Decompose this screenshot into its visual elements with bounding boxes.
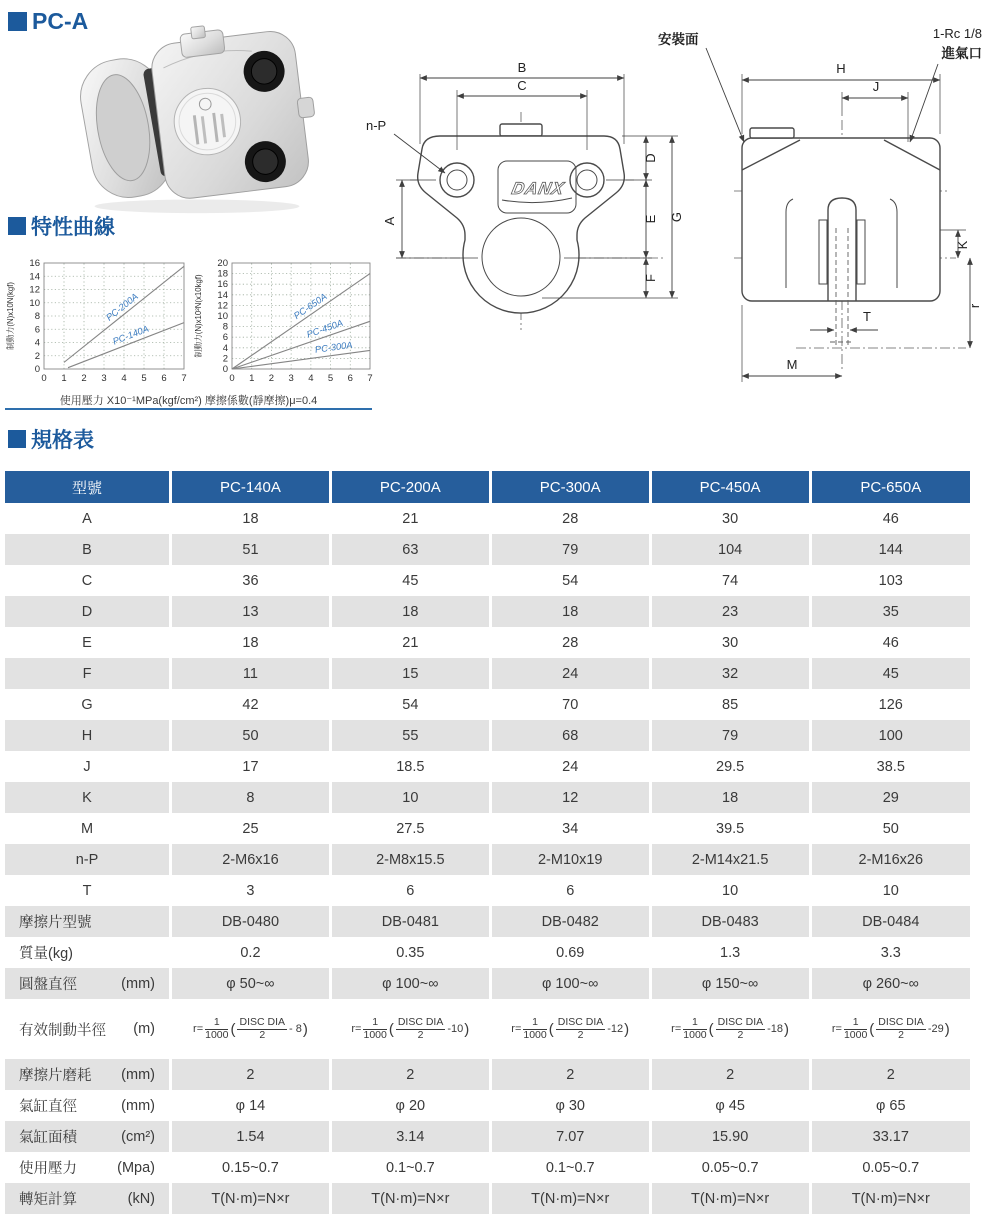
value-cell: 51 bbox=[171, 534, 331, 565]
y-tick: 12 bbox=[29, 284, 40, 296]
value-cell: φ 14 bbox=[171, 1090, 331, 1121]
table-row bbox=[5, 1059, 970, 1090]
y-tick: 0 bbox=[222, 364, 228, 375]
y-tick: 18 bbox=[217, 268, 228, 280]
formula-cell: r= $\frac{1}{1000}$ ( $\frac{\text{DISC DIA}}{2}$ - 8 ) bbox=[171, 999, 331, 1059]
value-cell: 0.15~0.7 bbox=[171, 1152, 331, 1183]
x-tick: 6 bbox=[347, 373, 353, 384]
value-cell: 2-M6x16 bbox=[171, 844, 331, 875]
table-row bbox=[5, 1090, 970, 1121]
value-cell: 126 bbox=[878, 696, 903, 713]
spec-table bbox=[5, 471, 970, 1214]
section-specs-title bbox=[8, 424, 94, 454]
value-cell: 30 bbox=[650, 627, 810, 658]
front-view-drawing bbox=[352, 28, 690, 340]
value-cell: 8 bbox=[171, 782, 331, 813]
charts-caption: 使用壓力 X10⁻¹MPa(kgf/cm²) 摩擦係數(靜摩擦)μ=0.4 bbox=[59, 395, 318, 407]
dim-label-r: r bbox=[967, 303, 982, 309]
value-cell: 18.5 bbox=[330, 751, 490, 782]
dim-label-B: B bbox=[517, 60, 527, 75]
value-cell: 54 bbox=[330, 689, 490, 720]
value-cell: 3.3 bbox=[880, 944, 901, 961]
value-cell: 0.35 bbox=[330, 937, 490, 968]
dim-label-nP: n-P bbox=[366, 118, 387, 133]
x-tick: 4 bbox=[121, 373, 127, 384]
series-label: PC-140A bbox=[111, 323, 151, 347]
value-cell: 100 bbox=[810, 720, 970, 751]
x-tick: 2 bbox=[268, 373, 275, 384]
value-cell: 25 bbox=[171, 813, 331, 844]
value-cell: DB-0481 bbox=[330, 906, 490, 937]
x-tick: 7 bbox=[367, 373, 373, 384]
value-cell: 3.14 bbox=[330, 1121, 490, 1152]
value-cell: 2 bbox=[650, 1059, 810, 1090]
y-tick: 4 bbox=[222, 342, 228, 354]
value-cell: 2-M16x26 bbox=[810, 844, 970, 875]
y-tick: 16 bbox=[29, 258, 40, 269]
value-cell: 36 bbox=[171, 565, 331, 596]
side-view-drawing bbox=[650, 16, 985, 408]
y-axis-label: 制動力(N)x10²N(x10kgf) bbox=[194, 274, 203, 358]
value-cell: 32 bbox=[650, 658, 810, 689]
clamp-fingers bbox=[179, 24, 225, 58]
series-label: PC-450A bbox=[305, 317, 345, 340]
value-cell: 46 bbox=[882, 510, 899, 527]
table-row bbox=[5, 844, 970, 875]
value-cell: 28 bbox=[490, 627, 650, 658]
y-tick: 20 bbox=[217, 258, 228, 269]
value-cell: 34 bbox=[490, 813, 650, 844]
value-cell: 38.5 bbox=[876, 758, 905, 775]
y-tick: 4 bbox=[34, 337, 40, 349]
y-tick: 6 bbox=[222, 332, 228, 344]
value-cell: φ 30 bbox=[490, 1090, 650, 1121]
y-tick: 2 bbox=[34, 350, 40, 362]
value-cell: DB-0484 bbox=[810, 906, 970, 937]
row-label: n-P bbox=[5, 844, 171, 875]
value-cell: 0.69 bbox=[490, 937, 650, 968]
dim-label-C: C bbox=[517, 78, 527, 93]
value-cell: 1.54 bbox=[171, 1121, 331, 1152]
value-cell: 2 bbox=[330, 1059, 490, 1090]
dim-label-M: M bbox=[786, 357, 798, 372]
value-cell: 0.1~0.7 bbox=[490, 1152, 650, 1183]
row-label: 摩擦片型號 bbox=[5, 906, 171, 937]
series-line bbox=[232, 350, 370, 369]
value-cell: 10 bbox=[330, 782, 490, 813]
value-cell: 12 bbox=[490, 782, 650, 813]
value-cell: 2-M10x19 bbox=[490, 844, 650, 875]
caliper-plate bbox=[149, 27, 323, 201]
value-cell: 10 bbox=[882, 882, 899, 899]
value-cell: 24 bbox=[490, 658, 650, 689]
x-tick: 6 bbox=[161, 373, 167, 384]
value-cell: 45 bbox=[810, 658, 970, 689]
series-label: PC-300A bbox=[314, 339, 354, 355]
value-cell: 18 bbox=[650, 782, 810, 813]
dim-label-T: T bbox=[863, 309, 871, 324]
row-label: D bbox=[5, 596, 171, 627]
y-tick: 2 bbox=[222, 353, 228, 365]
value-cell: 15.90 bbox=[650, 1121, 810, 1152]
brand-logo: DANX bbox=[510, 178, 567, 198]
table-row bbox=[5, 627, 970, 658]
table-row bbox=[5, 782, 970, 813]
value-cell: T(N·m)=N×r bbox=[171, 1183, 331, 1214]
header-model-label: 型號 bbox=[5, 471, 171, 503]
value-cell: 17 bbox=[171, 751, 331, 782]
header-model-PC-650A: PC-650A bbox=[810, 471, 970, 503]
formula-cell: r= $\frac{1}{1000}$ ( $\frac{\text{DISC DIA}}{2}$ -12 ) bbox=[490, 999, 650, 1059]
x-tick: 3 bbox=[288, 373, 294, 384]
value-cell: φ 100~∞ bbox=[490, 968, 650, 999]
table-row bbox=[5, 658, 970, 689]
x-tick: 0 bbox=[41, 373, 47, 384]
value-cell: 10 bbox=[650, 875, 810, 906]
value-cell: 11 bbox=[171, 658, 331, 689]
y-tick: 6 bbox=[34, 324, 40, 336]
value-cell: 2 bbox=[810, 1059, 970, 1090]
title-square-icon bbox=[8, 217, 26, 235]
value-cell: 45 bbox=[330, 565, 490, 596]
x-tick: 7 bbox=[181, 373, 187, 384]
y-tick: 14 bbox=[217, 289, 228, 301]
row-label: A bbox=[5, 503, 171, 534]
table-header bbox=[5, 471, 970, 503]
x-tick: 5 bbox=[141, 373, 147, 384]
y-tick: 8 bbox=[34, 311, 40, 322]
value-cell: 6 bbox=[490, 875, 650, 906]
value-cell: φ 260~∞ bbox=[810, 968, 970, 999]
value-cell: T(N·m)=N×r bbox=[490, 1183, 650, 1214]
row-label: 使用壓力 (Mpa) bbox=[5, 1152, 171, 1183]
table-row bbox=[5, 751, 970, 782]
row-label: G bbox=[5, 689, 171, 720]
value-cell: DB-0480 bbox=[171, 906, 331, 937]
value-cell: 29.5 bbox=[650, 751, 810, 782]
y-tick: 10 bbox=[217, 311, 228, 322]
value-cell: 0.1~0.7 bbox=[330, 1152, 490, 1183]
x-tick: 1 bbox=[249, 373, 255, 384]
value-cell: 74 bbox=[650, 565, 810, 596]
specs-title-text: 規格表 bbox=[31, 429, 94, 452]
mount-surface-label: 安裝面 bbox=[658, 32, 699, 47]
dim-label-H: H bbox=[836, 61, 846, 76]
series-line bbox=[232, 274, 370, 369]
value-cell: 21 bbox=[330, 503, 490, 534]
row-label: 摩擦片磨耗 (mm) bbox=[5, 1059, 171, 1090]
value-cell: DB-0483 bbox=[650, 906, 810, 937]
dim-label-G: G bbox=[669, 211, 684, 223]
y-tick: 14 bbox=[29, 271, 40, 283]
value-cell: 35 bbox=[810, 596, 970, 627]
value-cell: 54 bbox=[490, 565, 650, 596]
value-cell: 0.2 bbox=[171, 937, 331, 968]
table-row bbox=[5, 1121, 970, 1152]
value-cell: DB-0482 bbox=[490, 906, 650, 937]
value-cell: φ 100~∞ bbox=[330, 968, 490, 999]
y-axis-label: 制動力(N)x10N(kgf) bbox=[6, 281, 15, 351]
value-cell: 2 bbox=[171, 1059, 331, 1090]
value-cell: 18 bbox=[171, 503, 331, 534]
value-cell: 33.17 bbox=[810, 1121, 970, 1152]
value-cell: 13 bbox=[171, 596, 331, 627]
table-row bbox=[5, 875, 970, 906]
header-model-PC-140A: PC-140A bbox=[171, 471, 331, 503]
table-row bbox=[5, 937, 970, 968]
curves-title-text: 特性曲線 bbox=[31, 216, 115, 239]
value-cell: φ 20 bbox=[330, 1090, 490, 1121]
table-row bbox=[5, 999, 970, 1059]
table-row bbox=[5, 565, 970, 596]
x-tick: 4 bbox=[308, 373, 314, 384]
series-line bbox=[64, 266, 184, 362]
row-label: H bbox=[5, 720, 171, 751]
series-label: PC-200A bbox=[104, 291, 140, 323]
row-label: 氣缸面積 (cm²) bbox=[5, 1121, 171, 1152]
value-cell: 63 bbox=[330, 534, 490, 565]
value-cell: 2-M8x15.5 bbox=[330, 844, 490, 875]
caption-underline bbox=[5, 408, 372, 410]
value-cell: 85 bbox=[650, 689, 810, 720]
row-label: J bbox=[5, 751, 171, 782]
dim-label-F: F bbox=[643, 274, 658, 282]
row-label: 圓盤直徑 (mm) bbox=[5, 968, 171, 999]
value-cell: 79 bbox=[650, 720, 810, 751]
value-cell: φ 50~∞ bbox=[171, 968, 331, 999]
product-photo bbox=[65, 18, 330, 218]
title-square-icon bbox=[8, 430, 26, 448]
header-model-PC-450A: PC-450A bbox=[650, 471, 810, 503]
value-cell: 0.05~0.7 bbox=[650, 1152, 810, 1183]
y-tick: 16 bbox=[217, 279, 228, 291]
table-row bbox=[5, 1183, 970, 1214]
dim-label-K: K bbox=[955, 240, 970, 250]
dim-label-D: D bbox=[643, 153, 658, 163]
y-tick: 12 bbox=[217, 300, 228, 312]
value-cell: 23 bbox=[650, 596, 810, 627]
table-row bbox=[5, 1152, 970, 1183]
row-label: K bbox=[5, 782, 171, 813]
value-cell: 2 bbox=[490, 1059, 650, 1090]
value-cell: 21 bbox=[330, 627, 490, 658]
x-tick: 1 bbox=[61, 373, 67, 384]
port-size-label: 1-Rc 1/8 bbox=[932, 26, 982, 41]
table-row bbox=[5, 503, 970, 534]
value-cell: 50 bbox=[882, 820, 899, 837]
value-cell: 3 bbox=[171, 875, 331, 906]
y-tick: 8 bbox=[222, 321, 228, 333]
value-cell: 103 bbox=[878, 572, 903, 589]
row-label: E bbox=[5, 627, 171, 658]
value-cell: 30 bbox=[650, 503, 810, 534]
row-label: F bbox=[5, 658, 171, 689]
value-cell: 46 bbox=[882, 634, 899, 651]
table-row bbox=[5, 906, 970, 937]
value-cell: 39.5 bbox=[650, 813, 810, 844]
formula-cell: r= $\frac{1}{1000}$ ( $\frac{\text{DISC DIA}}{2}$ -18 ) bbox=[650, 999, 810, 1059]
dim-label-E: E bbox=[643, 214, 658, 224]
value-cell: 29 bbox=[810, 782, 970, 813]
title-square-icon bbox=[8, 12, 27, 31]
header-row bbox=[5, 471, 970, 503]
dim-label-A: A bbox=[382, 216, 397, 226]
value-cell: φ 45 bbox=[650, 1090, 810, 1121]
x-tick: 5 bbox=[327, 373, 334, 384]
value-cell: 2-M14x21.5 bbox=[650, 844, 810, 875]
row-label: T bbox=[5, 875, 171, 906]
row-label: 質量(kg) bbox=[5, 937, 171, 968]
row-label: B bbox=[5, 534, 171, 565]
table-row bbox=[5, 968, 970, 999]
value-cell: 15 bbox=[330, 658, 490, 689]
header-model-PC-300A: PC-300A bbox=[490, 471, 650, 503]
y-tick: 10 bbox=[29, 297, 40, 309]
value-cell: 18 bbox=[490, 596, 650, 627]
x-tick: 3 bbox=[101, 373, 107, 384]
dim-label-J: J bbox=[872, 79, 880, 94]
table-row bbox=[5, 720, 970, 751]
value-cell: 7.07 bbox=[490, 1121, 650, 1152]
value-cell: 42 bbox=[171, 689, 331, 720]
value-cell: 6 bbox=[330, 875, 490, 906]
value-cell: 27.5 bbox=[330, 813, 490, 844]
row-label: 轉矩計算 (kN) bbox=[5, 1183, 171, 1214]
value-cell: 50 bbox=[171, 720, 331, 751]
value-cell: T(N·m)=N×r bbox=[650, 1183, 810, 1214]
series-label: PC-650A bbox=[291, 291, 329, 322]
value-cell: 1.3 bbox=[650, 937, 810, 968]
chart-force-large-models bbox=[192, 256, 376, 390]
value-cell: 79 bbox=[490, 534, 650, 565]
table-row bbox=[5, 534, 970, 565]
table-row bbox=[5, 813, 970, 844]
row-label: M bbox=[5, 813, 171, 844]
header-model-PC-200A: PC-200A bbox=[330, 471, 490, 503]
chart-force-small-models bbox=[4, 256, 190, 390]
value-cell: 104 bbox=[650, 534, 810, 565]
y-tick: 0 bbox=[34, 364, 40, 375]
row-label: 有效制動半徑 (m) bbox=[5, 999, 171, 1059]
value-cell: T(N·m)=N×r bbox=[810, 1183, 970, 1214]
value-cell: T(N·m)=N×r bbox=[330, 1183, 490, 1214]
formula-cell: r= $\frac{1}{1000}$ ( $\frac{\text{DISC DIA}}{2}$ -29 ) bbox=[831, 1015, 950, 1041]
value-cell: 18 bbox=[330, 596, 490, 627]
formula-cell: r= $\frac{1}{1000}$ ( $\frac{\text{DISC DIA}}{2}$ -10 ) bbox=[330, 999, 490, 1059]
value-cell: φ 150~∞ bbox=[650, 968, 810, 999]
value-cell: 28 bbox=[490, 503, 650, 534]
value-cell: 18 bbox=[171, 627, 331, 658]
value-cell: 0.05~0.7 bbox=[862, 1159, 920, 1176]
value-cell: 55 bbox=[330, 720, 490, 751]
row-label: C bbox=[5, 565, 171, 596]
x-tick: 2 bbox=[81, 373, 87, 384]
table-row bbox=[5, 596, 970, 627]
x-tick: 0 bbox=[229, 373, 235, 384]
air-inlet-label: 進氣口 bbox=[941, 46, 982, 61]
value-cell: 24 bbox=[490, 751, 650, 782]
value-cell: 70 bbox=[490, 689, 650, 720]
row-label: 氣缸直徑 (mm) bbox=[5, 1090, 171, 1121]
value-cell: 144 bbox=[810, 534, 970, 565]
page-title-text: PC-A bbox=[32, 8, 89, 34]
value-cell: φ 65 bbox=[876, 1097, 906, 1114]
table-row bbox=[5, 689, 970, 720]
value-cell: 68 bbox=[490, 720, 650, 751]
